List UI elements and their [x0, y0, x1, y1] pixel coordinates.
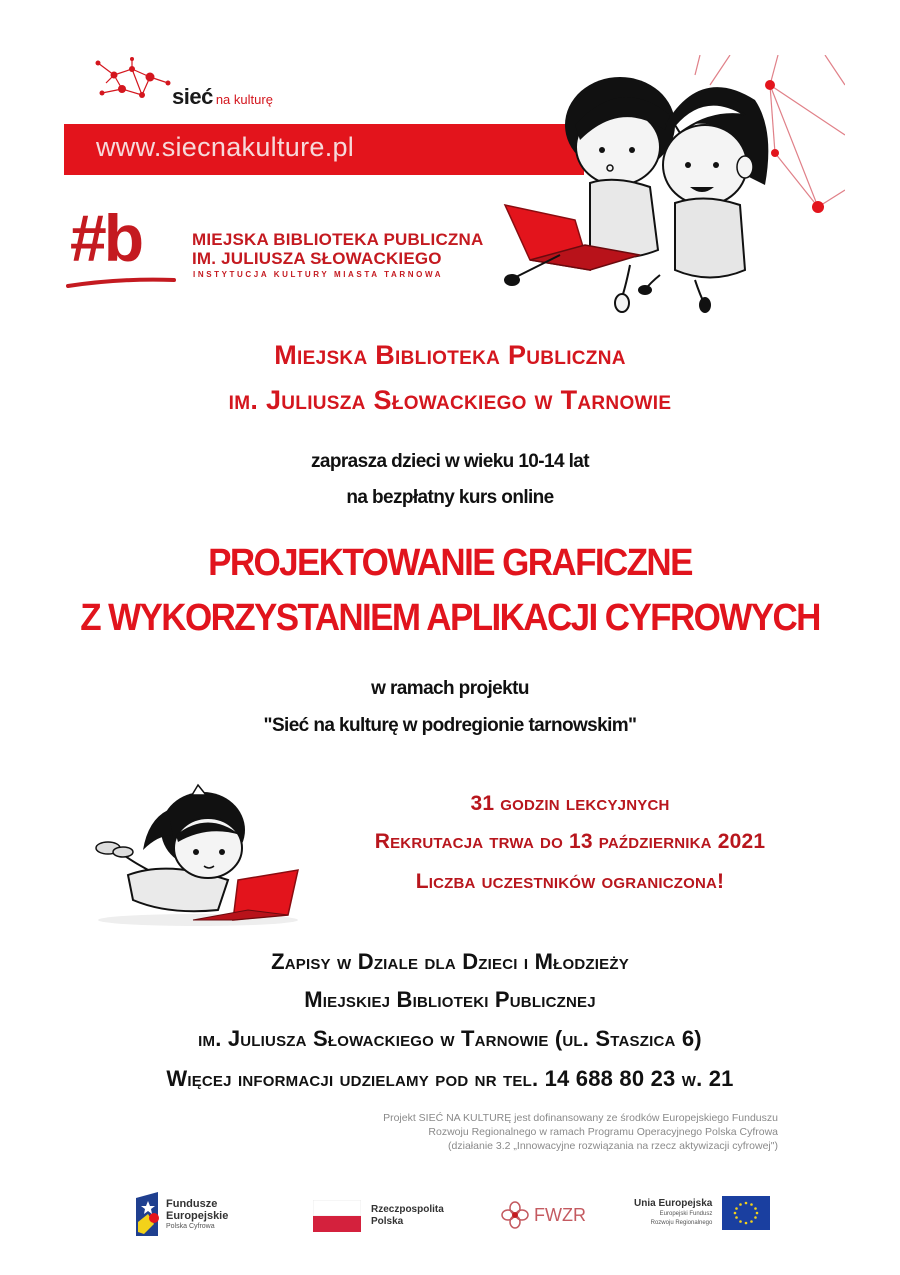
- fe-flag-icon: [134, 1192, 160, 1236]
- project-line1: w ramach projektu: [371, 678, 529, 699]
- detail-limited-seats: Liczba uczestników ograniczona!: [415, 870, 725, 893]
- funding-note-line1: Projekt SIEĆ NA KULTURĘ jest dofinansowany ze środków Europejskiego Funduszu: [383, 1112, 778, 1124]
- fwzr-flower-icon: [500, 1200, 530, 1230]
- library-logo-name-line1: MIEJSKA BIBLIOTEKA PUBLICZNA: [192, 230, 484, 249]
- poland-flag-icon: [313, 1200, 361, 1232]
- course-title-line2: Z WYKORZYSTANIEM APLIKACJI CYFROWYCH: [80, 596, 820, 639]
- enrollment-line2: Miejskiej Biblioteki Publicznej: [304, 987, 596, 1012]
- rp-line2: Polska: [371, 1216, 404, 1227]
- brand-small: na kulturę: [215, 92, 273, 107]
- ue-line2: Europejski Fundusz: [659, 1211, 713, 1217]
- detail-hours: 31 godzin lekcyjnych: [470, 792, 670, 815]
- detail-recruitment-deadline: Rekrutacja trwa do 13 października 2021: [374, 830, 766, 853]
- enrollment-phone: Więcej informacji udzielamy pod nr tel. 14 688 80 23 w. 21: [166, 1066, 734, 1091]
- project-line2: "Sieć na kulturę w podregionie tarnowskim": [263, 715, 637, 736]
- eu-flag-icon: [722, 1196, 770, 1230]
- logo-fundusze-europejskie: [134, 1192, 228, 1236]
- library-heading-line1: Miejska Biblioteka Publiczna: [274, 340, 626, 370]
- ue-line3: Rozwoju Regionalnego: [650, 1220, 713, 1226]
- ue-line1: Unia Europejska: [634, 1198, 713, 1209]
- rp-line1: Rzeczpospolita: [371, 1204, 444, 1215]
- website-link[interactable]: www.siecnakulture.pl: [96, 132, 355, 162]
- logo-fwzr: [500, 1200, 586, 1230]
- fwzr-label: FWZR: [534, 1204, 586, 1225]
- network-logo-icon: [92, 55, 182, 105]
- logo-swoosh-icon: [66, 276, 176, 290]
- invitation-line1: zaprasza dzieci w wieku 10-14 lat: [310, 451, 589, 472]
- enrollment-line1: Zapisy w Dziale dla Dzieci i Młodzieży: [271, 949, 629, 974]
- fe-line1: Fundusze: [166, 1197, 218, 1210]
- brand-wordmark: [172, 84, 273, 110]
- funding-note-line3: (działanie 3.2 „Innowacyjne rozwiązania na rzecz aktywizacji cyfrowej"): [448, 1140, 778, 1152]
- invitation-line2: na bezpłatny kurs online: [346, 487, 554, 508]
- funding-note: [300, 1111, 778, 1153]
- enrollment-address: im. Juliusza Słowackiego w Tarnowie (ul. Staszica 6): [198, 1026, 702, 1051]
- library-logo-mark: #b: [70, 201, 142, 275]
- library-logo-subtitle: INSTYTUCJA KULTURY MIASTA TARNOWA: [193, 270, 444, 279]
- course-title-line1: PROJEKTOWANIE GRAFICZNE: [208, 541, 692, 584]
- kids-with-laptop-illustration: [500, 55, 845, 317]
- brand-main: sieć: [172, 84, 213, 109]
- fe-line3: Polska Cyfrowa: [166, 1222, 215, 1230]
- logo-unia-europejska: [634, 1196, 770, 1230]
- library-logo-name-line2: IM. JULIUSZA SŁOWACKIEGO: [192, 249, 442, 268]
- logo-rzeczpospolita-polska: [313, 1200, 444, 1232]
- funding-note-line2: Rozwoju Regionalnego w ramach Programu Operacyjnego Polska Cyfrowa: [428, 1126, 778, 1138]
- library-heading-line2: im. Juliusza Słowackiego w Tarnowie: [228, 385, 672, 415]
- fe-line2: Europejskie: [166, 1209, 229, 1222]
- girl-with-laptop-illustration: [88, 780, 308, 930]
